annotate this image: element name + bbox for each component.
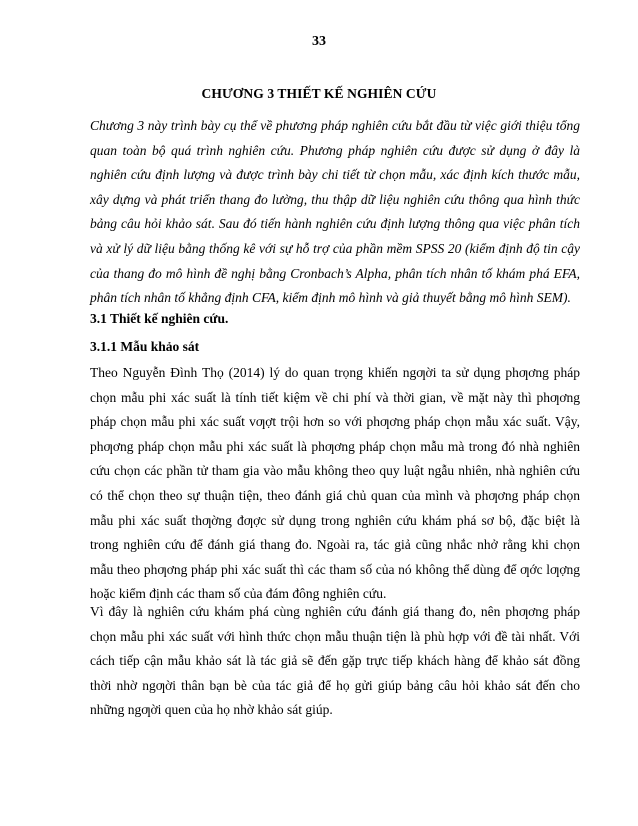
page-number: 33 [312,34,326,49]
body-paragraph-2: Vì đây là nghiên cứu khám phá cùng nghiên cứu đánh giá thang đo, nên phƣơng pháp chọn mẫu phi xác suất với hình thức chọn mẫu thuận tiện là phù hợp với đề tài nhất. Với cách tiếp cận mẫu khảo sát là tác giả sẽ đến gặp trực tiếp khách hàng để khảo sát đồng thời nhờ ngƣời thân bạn bè của tác giả để họ gửi giúp bảng câu hỏi khảo sát đến cho những ngƣời quen của họ nhờ khảo sát giúp. [90,604,580,718]
body-paragraph-1: Theo Nguyễn Đình Thọ (2014) lý do quan trọng khiến ngƣời ta sử dụng phƣơng pháp chọn mẫu phi xác suất là tính tiết kiệm về chi phí và thời gian, về mặt này thì phƣơng pháp chọn mẫu phi xác suất vƣợt trội hơn so với phƣơng pháp chọn mẫu xác suất. Vậy, phƣơng pháp chọn mẫu phi xác suất là phƣơng pháp chọn mẫu mà trong đó nhà nghiên cứu chọn các phần tử tham gia vào mẫu không theo quy luật ngẫu nhiên, nhà nghiên cứu có thể chọn theo sự thuận tiện, theo đánh giá chủ quan của mình và phƣơng pháp chọn mẫu phi xác suất thƣờng đƣợc sử dụng trong nghiên cứu khám phá sơ bộ, đặc biệt là trong nghiên cứu để đánh giá thang đo. Ngoài ra, tác giả cũng nhắc nhở rằng khi chọn mẫu theo phƣơng pháp phi xác suất thì các tham số của nó không thể dùng để ƣớc lƣợng hoặc kiểm định các tham số của đám đông nghiên cứu. [90,365,580,602]
section-heading-3-1: 3.1 Thiết kế nghiên cứu. [90,311,229,326]
chapter-abstract: Chương 3 này trình bày cụ thể về phương pháp nghiên cứu bắt đầu từ việc giới thiệu tổng quan toàn bộ quá trình nghiên cứu. Phương pháp nghiên cứu được sử dụng ở đây là nghiên cứu định lượng và được trình bày chi tiết từ chọn mẫu, xác định kích thước mẫu, xây dựng và phát triển thang đo lường, thu thập dữ liệu nghiên cứu thông qua hình thức bảng câu hỏi khảo sát. Sau đó tiến hành nghiên cứu định lượng thông qua việc phân tích và xử lý dữ liệu bằng thống kê với sự hỗ trợ của phần mềm SPSS 20 (kiểm định độ tin cậy của thang đo mô hình đề nghị bằng Cronbach’s Alpha, phân tích nhân tố khám phá EFA, phân tích nhân tố khẳng định CFA, kiểm định mô hình và giả thuyết bằng mô hình SEM). [90,118,580,306]
chapter-title: CHƯƠNG 3 THIẾT KẾ NGHIÊN CỨU [201,86,437,101]
section-heading-3-1-1: 3.1.1 Mẫu khảo sát [90,339,200,354]
